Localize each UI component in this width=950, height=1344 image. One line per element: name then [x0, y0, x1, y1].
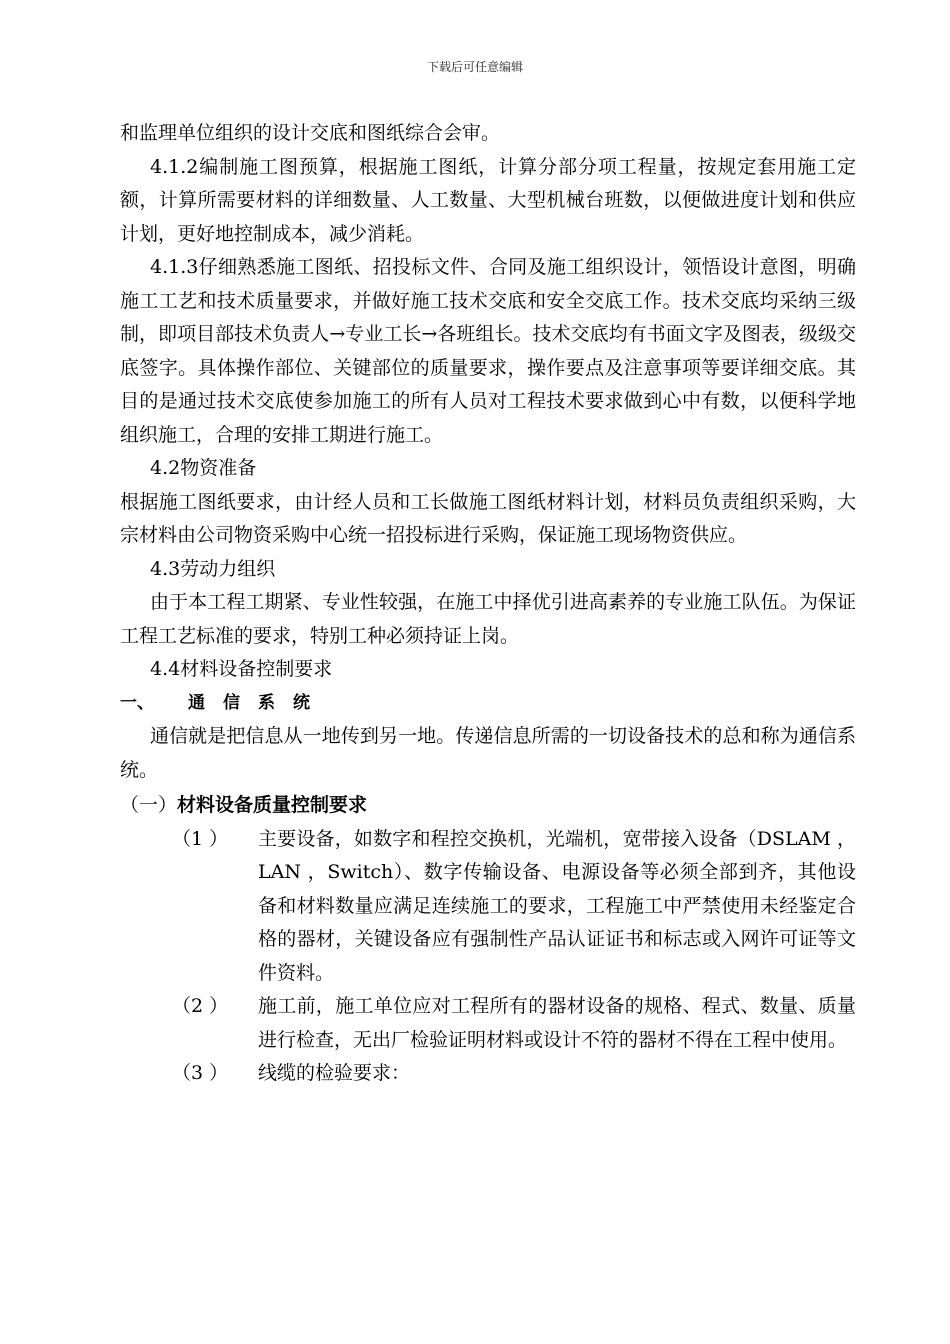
list-item-text: 施工前，施工单位应对工程所有的器材设备的规格、程式、数量、质量进行检查，无出厂检验证明材料或设计不符的器材不得在工程中使用。: [258, 995, 856, 1051]
paragraph-4-1-3: 4.1.3仔细熟悉施工图纸、招投标文件、合同及施工组织设计，领悟设计意图，明确施工工艺和技术质量要求，并做好施工技术交底和安全交底工作。技术交底均采纳三级制，即项目部技术负责人→专业工长→各班组长。技术交底均有书面文字及图表，级级交底签字。具体操作部位、关键部位的质量要求，操作要点及注意事项等要详细交底。其目的是通过技术交底使参加施工的所有人员对工程技术要求做到心中有数，以便科学地组织施工，合理的安排工期进行施工。: [120, 256, 856, 446]
list-item-label: （2 ）: [172, 995, 229, 1017]
paragraph-design-review: 和监理单位组织的设计交底和图纸综合会审。: [120, 122, 501, 144]
paragraph-material-prep: 根据施工图纸要求，由计经人员和工长做施工图纸材料计划，材料员负责组织采购，大宗材料由公司物资采购中心统一招投标进行采购，保证施工现场物资供应。: [120, 490, 856, 546]
list-item: [120, 1057, 856, 1091]
section-heading: [120, 687, 856, 721]
heading-4-3: 4.3劳动力组织: [150, 557, 276, 580]
paragraph-4-1-2: 4.1.2编制施工图预算，根据施工图纸，计算分部分项工程量，按规定套用施工定额，计算所需要材料的详细数量、人工数量、大型机械台班数，以便做进度计划和供应计划，更好地控制成本，减少消耗。: [120, 155, 856, 245]
list-item-text: 线缆的检验要求：: [258, 1062, 411, 1084]
list-item-text: 主要设备，如数字和程控交换机，光端机，宽带接入设备（DSLAM ，LAN ，Switch）、数字传输设备、电源设备等必须全部到齐，其他设备和材料数量应满足连续施工的要求，工程施工中严禁使用未经鉴定合格的器材，关键设备应有强制性产品认证证书和标志或入网许可证等文件资料。: [258, 827, 856, 984]
list-item: [120, 823, 856, 991]
subsection-heading: [120, 789, 856, 823]
list-item: [120, 990, 856, 1057]
paragraph-labor: 由于本工程工期紧、专业性较强，在施工中择优引进高素养的专业施工队伍。为保证工程工艺标准的要求，特别工种必须持证上岗。: [120, 591, 856, 647]
heading-4-4: 4.4材料设备控制要求: [150, 658, 333, 680]
subsection-number: （一）: [120, 794, 178, 816]
section-intro: 通信就是把信息从一地传到另一地。传递信息所需的一切设备技术的总和称为通信系统。: [120, 725, 856, 781]
list-item-label: （3 ）: [172, 1062, 229, 1084]
heading-4-2: 4.2物资准备: [150, 457, 257, 479]
page-header-note: 下载后可任意编辑: [426, 60, 523, 74]
subsection-title: 材料设备质量控制要求: [177, 794, 368, 816]
document-body: [120, 117, 856, 1091]
list-item-label: （1 ）: [172, 827, 229, 850]
section-title: 通信系统: [188, 692, 328, 713]
section-number: 一、: [120, 692, 154, 713]
